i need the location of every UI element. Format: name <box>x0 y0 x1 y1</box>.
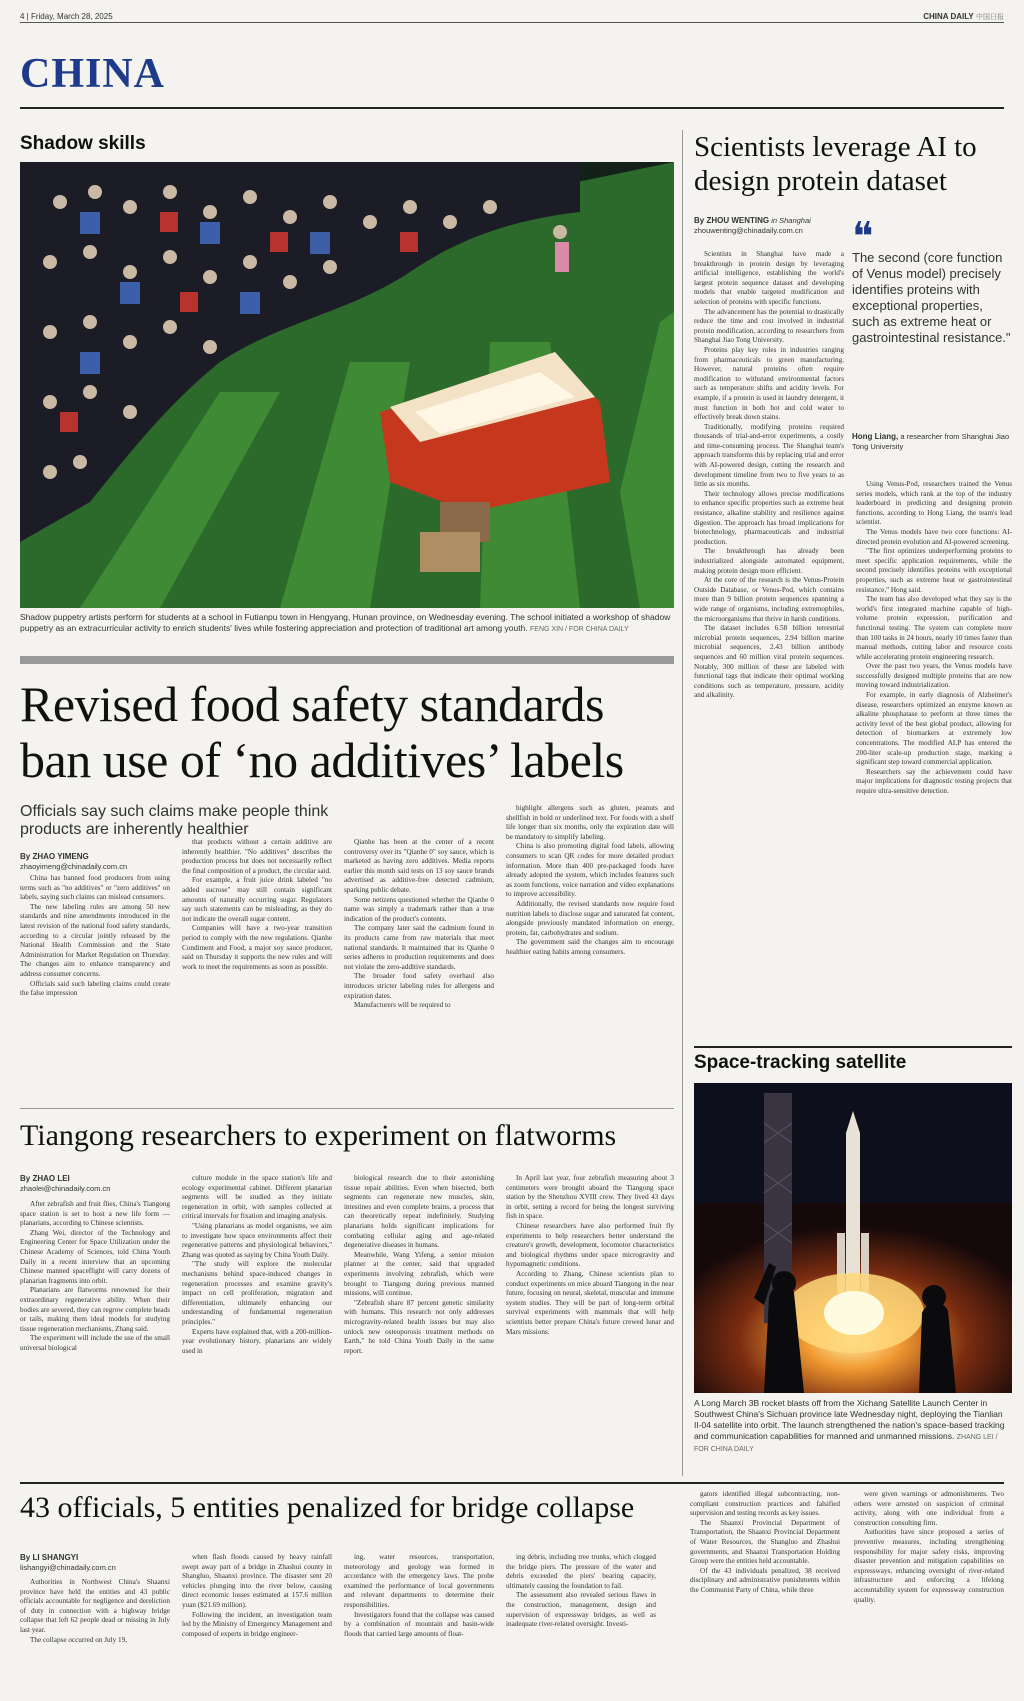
column-divider <box>682 130 683 1476</box>
bridge-col-6: were given warnings or admonishments. Two others were arrested on suspicion of criminal activity, along with one individual from a construction consulting firm. Authorities have since proposed a series of preventive measures, including strengthening responsibility for major safety risks, improving disaster prevention and mitigation capabilities on expressways, enhancing oversight of river-related infrastructure and enforcing a lifelong accountability system for expressway construction quality. <box>854 1490 1004 1604</box>
satellite-top-rule <box>694 1046 1012 1048</box>
food-headline: Revised food safety standards ban use of ‘no additives’ labels <box>20 676 624 788</box>
rocket-launch-photo <box>694 1083 1012 1393</box>
pull-quote: The second (core function of Venus model) precisely identifies proteins with exceptional properties, such as extreme heat or gastrointestinal resistance." <box>852 250 1011 345</box>
satellite-kicker: Space-tracking satellite <box>694 1052 907 1073</box>
protein-byline: By ZHOU WENTING in Shanghai zhouwenting@chinadaily.com.cn <box>694 216 811 235</box>
tiangong-byline: By ZHAO LEI zhaolei@chinadaily.com.cn <box>20 1174 111 1193</box>
food-col-1: China has banned food producers from using terms such as "no additives" or "zero additives" on labels, saying such claims can mislead consumers. The new labeling rules are among 50 new standards and nine amendments introduced in the latest revision of the national food safety standards, according to a circular jointly released by the National Health Commission and the State Administration for Market Regulation on Thursday. The changes aim to enhance transparency and address consumer concerns. Officials said such labeling claims could create the false impression <box>20 874 170 998</box>
satellite-caption: A Long March 3B rocket blasts off from the Xichang Satellite Launch Center in Southwest China's Sichuan province late Wednesday night, deploying the Tianlian II-04 satellite into orbit. The launch strengthened the nation's space-based tracking and communication capabilities for manned and unmanned missions. ZHANG LEI / FOR CHINA DAILY <box>694 1398 1005 1453</box>
protein-headline: Scientists leverage AI to design protein dataset <box>694 131 977 197</box>
tiangong-col-4: In April last year, four zebrafish measuring about 3 centimeters were brought aboard the Tiangong space station by the Shenzhou XVIII crew. They lived 43 days in orbit, setting a record for being the longest surviving fish in space. Chinese researchers have also performed fruit fly experiments to help researchers better understand the creature's growth, development, locomotor characteristics and biological rhythms under space microgravity and hypomagnetic conditions. According to Zhang, Chinese scientists plan to conduct experiments on mice aboard Tiangong in the near future, focusing on neural, skeletal, muscular and immune system studies. They will be part of long-term orbital survival experiments with mammals that will help scientists better prepare China's future crewed lunar and Mars missions. <box>506 1174 674 1336</box>
bridge-col-4: ing debris, including tree trunks, which clogged the bridge piers. The pressure of the water and debris exceeded the piers' bearing capacity, ultimately causing the foundation to fail. The assessment also revealed serious flaws in the construction, management, design and supervision of expressway bridges, as well as inadequate river-related oversight. Investi- <box>506 1553 656 1629</box>
header-rule <box>20 22 1004 23</box>
bridge-col-3: ing, water resources, transportation, meteorology and geology was formed in accordance with the emergency laws. The probe examined the performance of local governments and relevant departments to determine their responsibilities. Investigators found that the collapse was caused by a combination of mountain and basin-wide floods that carried large amounts of float- <box>344 1553 494 1638</box>
food-top-rule <box>20 656 674 664</box>
section-title: CHINA <box>20 51 166 97</box>
protein-col-1: Scientists in Shanghai have made a breakthrough in protein design by leveraging artificial intelligence, establishing the world's largest protein sequence dataset and developing models that enable targeted modification and selection of proteins with specific functions. The advancement has the potential to drastically reduce the time and cost involved in industrial protein modification, according to researchers from Shanghai Jiao Tong University. Proteins play key roles in industries ranging from pharmaceuticals to green manufacturing. However, natural proteins often require modification to withstand environmental factors such as temperature shifts and acidity levels. For example, if a protein is used in laundry detergent, it must function in both hot and cold water to effectively break down stains. Traditionally, modifying proteins required thousands of trial-and-error experiments, a costly and time-consuming process. The Shanghai team's approach transforms this by replacing trial and error with AI-powered design, cutting the research and development timeline from two to five years to as little as six months. Their technology allows precise modifications to enhance specific properties such as extreme heat resistance, alkaline stability and resilience against digestion. The approach has broad implications for biotechnology, pharmaceuticals and industrial production. The breakthrough has already been industrialized alongside automated equipment, making protein design more efficient. At the core of the research is the Venus-Protein Outside Database, or Venus-Pod, which contains more than 9 billion protein sequences spanning a wide range of organisms, including extremophiles, the microorganisms that thrive in harsh conditions. The dataset includes 6.58 billion terrestrial microbial protein sequences, 2.94 billion marine microbial sequences, 2.43 billion antibody sequences and 60 million viral protein sequences. Notably, 300 million of these are labeled with functional tags that indicate their optimal working conditions such as temperature, pressure, acidity and alkalinity. <box>694 250 844 700</box>
bridge-col-2: when flash floods caused by heavy rainfall swept away part of a bridge in Zhashui county in Shangluo, Shaanxi province. The disaster sent 20 vehicles plunging into the river below, causing direct economic losses estimated at 157.6 million yuan ($21.69 million). Following the incident, an investigation team led by the Ministry of Emergency Management and composed of experts in bridge engineer- <box>182 1553 332 1638</box>
tiangong-col-1: After zebrafish and fruit flies, China's Tiangong space station is set to host a new life form — planarians, according to Chinese scientists. Zhang Wei, director of the Technology and Engineering Center for Space Utilization under the Chinese Academy of Sciences, told China Youth Daily in a recent interview that an upcoming Chinese manned spaceflight will carry dozens of planarian fragments into orbit. Planarians are flatworms renowned for their extraordinary regenerative ability. When their bodies are severed, they can regrow complete heads or tails, making them ideal models for studying tissue regeneration mechanisms, Zhang said. The experiment will include the use of the small universal biological <box>20 1200 170 1352</box>
shadow-puppetry-photo <box>20 162 674 608</box>
page-date: 4 | Friday, March 28, 2025 <box>20 12 113 21</box>
shadow-kicker: Shadow skills <box>20 133 146 154</box>
shadow-caption: Shadow puppetry artists perform for students at a school in Futianpu town in Hengyang, Hunan province, on Wednesday evening. The school initiated a workshop of shadow puppetry as an extracurricular activity to enrich students' lives while fostering appreciation and protection of traditional art among youth. FENG XIN / FOR CHINA DAILY <box>20 612 671 633</box>
pull-quote-attribution: Hong Liang, a researcher from Shanghai Jiao Tong University <box>852 432 1010 451</box>
quote-mark-icon: ❝ <box>852 214 874 259</box>
food-col-2: that products without a certain additive are inherently healthier. "No additives" describes the production process but does not necessarily reflect the final composition of a product, the circular said. For example, a fruit juice drink labeled "no added sucrose" may still contain significant amounts of naturally occurring sugar. Regulators say such statements can be misleading, as they do not indicate the overall sugar content. Companies will have a two-year transition period to comply with the new regulations. Qianhe Condiment and Food, a major soy sauce producer, said on Thursday it supports the new rules and will work to meet the requirements as soon as possible. <box>182 838 332 971</box>
protein-col-2: Using Venus-Pod, researchers trained the Venus series models, which rank at the top of the industry leaderboard in predicting and designing protein functions, according to Hong Liang, the team's lead scientist. The Venus models have two core functions: AI-directed protein evolution and AI-powered screening. "The first optimizes underperforming proteins to meet specific application requirements, while the second precisely identifies proteins with exceptional properties, such as extreme heat or gastrointestinal resistance," Hong said. The team has also developed what they say is the world's first integrated machine capable of high-volume protein expression, purification and functional testing. The system can complete more than 100 tasks in 24 hours, nearly 10 times faster than manual methods, cutting labor and resource costs while accelerating protein engineering research. Over the past two years, the Venus models have successfully designed multiple proteins that are now moving toward industrialization. For example, in early diagnosis of Alzheimer's disease, researchers optimized an enzyme known as alkaline phosphatase to perform at three times the activity level of the best global product, allowing for detection of biomarkers at extremely low concentrations. The modified ALP has entered the 200-liter scale-up production stage, marking a significant step toward commercial application. Researchers say the achievement could have major implications for diagnostic testing projects that require ultra-sensitive detection. <box>856 480 1012 795</box>
bridge-headline: 43 officials, 5 entities penalized for bridge collapse <box>20 1491 635 1524</box>
tiangong-col-3: biological research due to their astonishing tissue repair abilities. Even when bisected, both segments can regenerate new muscles, skin, intestines and even complete brains, a process that can theoretically repeat indefinitely. Studying planarians holds significant implications for combating cellular aging and age-related degenerative diseases in humans. Meanwhile, Wang Yifeng, a senior mission planner at the center, said that upgraded experiments involving zebrafish, which were brought to Tiangong during previous manned missions, will continue. "Zebrafish share 87 percent genetic similarity with humans. This research not only addresses microgravity-related health issues but may also unlock new osteoporosis treatment methods on Earth," he told China Youth Daily in the same report. <box>344 1174 494 1355</box>
header-paper: CHINA DAILY 中国日报 <box>923 12 1004 21</box>
bridge-col-5: gators identified illegal subcontracting, non-compliant construction practices and falsified supervision and testing records as key issues. The Shaanxi Provincial Department of Transportation, the Shaanxi Provincial Department of Water Resources, the Shangluo and Zhashui governments, and Shaanxi Transportation Holding Group were the entities held accountable. Of the 43 individuals penalized, 38 received disciplinary and administrative punishments within the Communist Party of China, while three <box>690 1490 840 1594</box>
tiangong-top-rule <box>20 1108 674 1109</box>
food-col-3: Qianhe has been at the center of a recent controversy over its "Qianhe 0" soy sauce, which is marketed as having zero additives. Media reports earlier this month said tests on 13 soy sauce brands advertised as additive-free detected cadmium, sparking public debate. Some netizens questioned whether the Qianhe 0 name was simply a trademark rather than a true indication of the product's contents. The company later said the cadmium found in its products came from raw materials that meet national standards. It maintained that its Qianhe 0 series adheres to production requirements and does not violate the zero-additive standards. The broader food safety overhaul also introduces stricter labeling rules for allergens and expiration dates. Manufacturers will be required to <box>344 838 494 1010</box>
food-col-4: highlight allergens such as gluten, peanuts and shellfish in bold or underlined text. For foods with a shelf life longer than six months, only the expiration date will be mandatory to simplify labeling. China is also promoting digital food labels, allowing consumers to scan QR codes for more detailed product information. More than 400 pre-packaged foods have already adopted the system, which includes features such as zoom functions, voice narration and video explanations to improve accessibility. Additionally, the revised standards now require food nutrition labels to disclose sugar and saturated fat content, alongside previously mandated information on energy, protein, fat, carbohydrates and sodium. The government said the changes aim to encourage healthier eating habits among consumers. <box>506 804 674 956</box>
section-rule <box>20 107 1004 109</box>
bridge-top-rule <box>20 1482 1004 1484</box>
tiangong-col-2: culture module in the space station's life and ecology experimental cabinet. Different planarian segments will be studied as they initiate regeneration in orbit, with samples collected at critical intervals for fixation and imaging analysis. "Using planarians as model organisms, we aim to investigate how space environments affect their regenerative patterns and physiological behaviors," Zhang was quoted as saying by China Youth Daily. "The study will explore the molecular mechanisms behind space-induced changes in regeneration processes and examine gravity's impact on cell proliferation, migration and differentiation, ultimately enhancing our understanding of fundamental regeneration principles." Experts have explained that, with a 200-million-year evolutionary history, planarians are widely used in <box>182 1174 332 1355</box>
bridge-byline: By LI SHANGYI lishangyi@chinadaily.com.cn <box>20 1553 116 1572</box>
tiangong-headline: Tiangong researchers to experiment on flatworms <box>20 1119 617 1152</box>
food-deck: Officials say such claims make people think products are inherently healthier <box>20 803 329 838</box>
bridge-col-1: Authorities in Northwest China's Shaanxi province have held the entities and 43 public officials accountable for negligence and dereliction of duty in connection with a highway bridge collapse that left 62 people dead or missing in July last year. The collapse occurred on July 19, <box>20 1578 170 1644</box>
food-byline: By ZHAO YIMENG zhaoyimeng@chinadaily.com.cn <box>20 852 128 871</box>
